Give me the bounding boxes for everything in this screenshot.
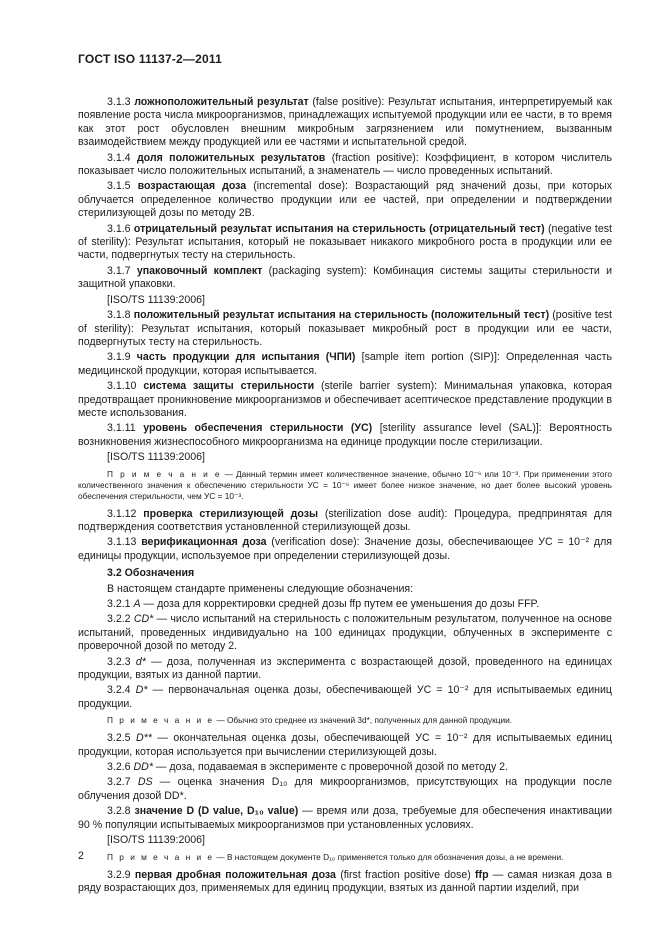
definition-3-1-9: 3.1.9 часть продукции для испытания (ЧПИ) [sample item portion (SIP)]: Определенная часть медицинской продукции, которая испытывается. <box>78 351 612 377</box>
term: первая дробная положительная доза <box>134 868 336 881</box>
note: П р и м е ч а н и е — В настоящем документе D₁₀ применяется только для обозначения дозы, а не времени. <box>107 851 564 862</box>
symbol-3-2-2: 3.2.2 CD* — число испытаний на стерильность с положительным результатом, полученное на основе испытаний, проведенных индивидуально на 100 единицах продукции, облученных в эксперименте с проверочной дозой по методу 2. <box>78 613 612 653</box>
symbol-3-2-4: 3.2.4 D* — первоначальная оценка дозы, обеспечивающей УС = 10⁻² для испытываемых единиц продукции. <box>78 684 612 710</box>
definition-3-1-12: 3.1.12 проверка стерилизующей дозы (sterilization dose audit): Процедура, предпринятая для подтверждения соответствия установленной стерилизующей дозы. <box>78 507 612 533</box>
definition-3-1-5: 3.1.5 возрастающая доза (incremental dose): Возрастающий ряд значений дозы, при которых облучается определенное количество продукции или ее частей, при определении и подтверждении стерилизующей дозы по методу 2В. <box>78 180 612 220</box>
term: отрицательный результат испытания на стерильность (отрицательный тест) <box>133 222 545 235</box>
definition-3-1-8: 3.1.8 положительный результат испытания на стерильность (положительный тест) (positive test of sterility): Результат испытания, который показывает микробный рост в продукции или ее части, подвергнутых тесту на стерильность. <box>78 309 612 348</box>
note: П р и м е ч а н и е — Данный термин имеет количественное значение, обычно 10⁻⁶ или 10⁻³. При применении этого количественного значения к обеспечению стерильности УС = 10⁻⁶ имеет более низкое значение, но дает более высокий уровень обеспечения стерильности, чем УС = 10⁻³. <box>78 468 613 501</box>
section-intro: В настоящем стандарте применены следующие обозначения: <box>107 582 414 595</box>
definition-3-1-3: 3.1.3 ложноположительный результат (false positive): Результат испытания, интерпретируемый как появление роста числа микроорганизмов, принадлежащих испытуемой продукции или ее части, в то время как этот рост обусловлен внешним микробным загрязнением или помутнением, вызванным взаимодействием между продукцией или ее частями и испытательной средой. <box>78 96 612 149</box>
definition-3-1-7: 3.1.7 упаковочный комплект (packaging system): Комбинация системы защиты стерильности и защитной упаковки. <box>78 264 612 291</box>
symbol-3-2-7: 3.2.7 DS — оценка значения D₁₀ для микроорганизмов, присутствующих на продукции после облучения дозой DD*. <box>78 776 612 802</box>
note: П р и м е ч а н и е — Обычно это среднее из значений 3d*, полученных для данной продукции. <box>107 715 513 726</box>
term: упаковочный комплект <box>136 264 263 277</box>
term: ложноположительный результат <box>134 96 309 108</box>
reference-iso-ts: [ISO/TS 11139:2006] <box>107 834 205 847</box>
definition-3-1-11: 3.1.11 уровень обеспечения стерильности (УС) [sterility assurance level (SAL)]: Вероятность возникновения жизнеспособного микроорганизма на единице продукции после стерилизации. <box>78 422 612 448</box>
definition-3-2-9: 3.2.9 первая дробная положительная доза (first fraction positive dose) ffp — самая низкая доза в ряду возрастающих доз, применяемых для единиц продукции, взятых из данной партии изделий, при <box>78 868 613 894</box>
reference-iso-ts: [ISO/TS 11139:2006] <box>107 293 205 306</box>
term: верификационная доза <box>141 536 267 549</box>
symbol-3-2-1: 3.2.1 A — доза для корректировки средней дозы ffp путем ее уменьшения до дозы FFP. <box>107 598 540 610</box>
definition-3-1-13: 3.1.13 верификационная доза (verification dose): Значение дозы, обеспечивающее УС = 10⁻² для единицы продукции, используемое при определении стерилизующей дозы. <box>78 536 613 562</box>
term: система защиты стерильности <box>143 380 315 393</box>
definition-3-2-8: 3.2.8 значение D (D value, D₁₀ value) — время или доза, требуемые для обеспечения инактивации 90 % популяции испытываемых микроорганизмов при установленных условиях. <box>78 805 612 831</box>
document-body <box>78 96 612 897</box>
symbol-3-2-5: 3.2.5 D** — окончательная оценка дозы, обеспечивающей УС = 10⁻² для испытываемых единиц продукции, которая используется при вычислении стерилизующей дозы. <box>78 732 612 758</box>
definition-3-1-6: 3.1.6 отрицательный результат испытания на стерильность (отрицательный тест) (negative test of sterility): Результат испытания, который не показывает никакого микробного роста в продукции или ее части, подвергнутых тесту на стерильность. <box>78 222 612 262</box>
symbol-3-2-3: 3.2.3 d* — доза, полученная из эксперимента с возрастающей дозой, проведенного на единицах продукции, взятых из данной партии. <box>78 655 612 682</box>
page-number: 2 <box>78 850 84 862</box>
term: проверка стерилизующей дозы <box>143 507 319 520</box>
term: часть продукции для испытания (ЧПИ) <box>136 351 356 364</box>
definition-3-1-4: 3.1.4 доля положительных результатов (fraction positive): Коэффициент, в котором числитель показывает число положительных испытаний, а знаменатель — число проведенных испытаний. <box>78 151 612 178</box>
reference-iso-ts: [ISO/TS 11139:2006] <box>107 451 205 464</box>
definition-3-1-10: 3.1.10 система защиты стерильности (sterile barrier system): Минимальная упаковка, которая предотвращает проникновение микроорганизмов и обеспечивает асептическое представление продукции в месте использования. <box>78 380 612 419</box>
symbol-3-2-6: 3.2.6 DD* — доза, подаваемая в эксперименте с проверочной дозой по методу 2. <box>107 761 509 774</box>
term: доля положительных результатов <box>136 151 326 164</box>
section-heading: 3.2 Обозначения <box>107 567 195 580</box>
term: значение D (D value, D₁₀ value) <box>134 805 299 818</box>
document-header: ГОСТ ISO 11137-2—2011 <box>78 52 222 66</box>
term: положительный результат испытания на стерильность (положительный тест) <box>133 309 550 322</box>
term: уровень обеспечения стерильности (УС) <box>143 422 373 435</box>
term: возрастающая доза <box>137 180 247 193</box>
